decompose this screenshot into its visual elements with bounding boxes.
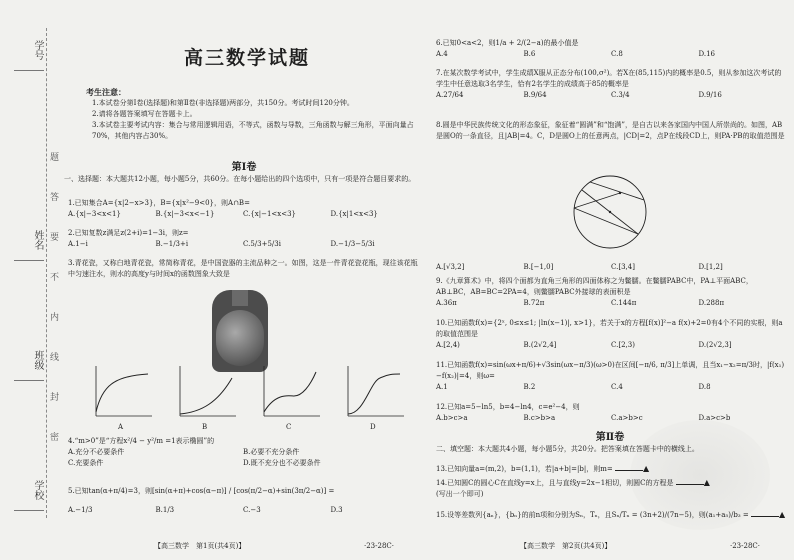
page-2-footer: 【高三数学 第2页(共4页)】: [520, 542, 612, 551]
porcelain-vase-image: [212, 290, 268, 372]
graph-b[interactable]: [172, 362, 240, 424]
seal-line: [46, 28, 47, 518]
option-d[interactable]: D.16: [698, 49, 715, 58]
option-d[interactable]: D.3: [330, 505, 343, 514]
question-stem: 7.在某次数学考试中，学生成绩X服从正态分布(100,σ²)。若X在(85,115)内的概率是0.5，则从参加这次考试的学生中任意选取3名学生，恰有2名学生的成绩高于85的概率是: [436, 69, 782, 88]
graph-b-plot: [172, 362, 240, 424]
graph-a-plot: [88, 362, 156, 424]
notes-list: [92, 98, 432, 141]
option-c[interactable]: C.a>b>c: [611, 413, 643, 422]
option-row: [68, 209, 418, 220]
option-d[interactable]: D.{x|1<x<3}: [330, 209, 378, 218]
option-row: [436, 298, 786, 309]
option-row: [436, 340, 786, 351]
option-a[interactable]: A.充分不必要条件: [68, 447, 125, 456]
option-d[interactable]: D.−1/3−5/3i: [330, 239, 375, 248]
part2-intro: 二、填空题：本大题共4小题，每小题5分，共20分。把答案填在答题卡中的横线上。: [436, 445, 699, 453]
question-13: [436, 462, 786, 475]
option-row: [68, 447, 418, 458]
option-a[interactable]: A.1−i: [68, 239, 88, 248]
option-a[interactable]: A.{x|−3<x<1}: [68, 209, 121, 218]
question-7: [436, 68, 786, 101]
vase-neck: [232, 290, 248, 306]
label-school: 学校: [32, 480, 43, 500]
question-12: [436, 402, 786, 424]
part2-title: 第Ⅱ卷: [595, 432, 625, 443]
option-row: [436, 90, 786, 101]
blank-marker: ▲: [642, 463, 650, 473]
question-stem: 14.已知圆C的圆心C在直线y=x上，且与直线y=2x−1相切，则圆C的方程是: [436, 479, 674, 487]
page-2-code: ·23-28C·: [730, 542, 760, 551]
graph-c-plot: [256, 362, 324, 424]
option-row: [68, 458, 418, 469]
question-15: [436, 508, 786, 521]
part1-title: 第Ⅰ卷: [231, 162, 257, 173]
question-4: [68, 436, 418, 469]
graph-a[interactable]: [88, 362, 156, 424]
question-stem: 11.已知函数f(x)=sin(ωx+π/6)+√3sin(ωx−π/3)(ω>0)在区间[−π/6, π/3]上单调，且当x₁−x₂=π/3时，|f(x₁)−f(x₂)|=4，则ω=: [436, 361, 785, 380]
answer-blank[interactable]: [615, 470, 643, 471]
option-a[interactable]: A.4: [436, 49, 448, 58]
option-b[interactable]: B.6: [523, 49, 536, 58]
question-stem: 2.已知复数z满足z(2+i)=1−3i，则z=: [68, 229, 189, 237]
vase-body: [216, 310, 264, 366]
graph-c-label: C: [286, 423, 292, 431]
fill-line: [14, 380, 44, 381]
option-c[interactable]: C.144π: [611, 298, 637, 307]
option-d[interactable]: D.[1,2]: [698, 263, 723, 271]
option-c[interactable]: C.−3: [243, 505, 261, 514]
question-1: [68, 198, 418, 220]
question-stem: 9.《九章算术》中，将四个面都为直角三角形的四面体称之为鳖臑。在鳖臑PABC中，PA⊥平面ABC，AB⊥BC，AB=BC=2PA=4，则鳖臑PABC外接球的表面积是: [436, 277, 753, 296]
question-stem: 10.已知函数f(x)={2ˣ, 0≤x≤1; |ln(x−1)|, x>1}，若关于x的方程[f(x)]²−a f(x)+2=0有4个不同的实根，则a的取值范围是: [436, 319, 783, 338]
option-b[interactable]: B.c>b>a: [523, 413, 556, 422]
option-a[interactable]: A.27/64: [436, 90, 464, 99]
question-11: [436, 360, 786, 393]
option-c[interactable]: C.[2,3): [611, 340, 635, 349]
option-a[interactable]: A.b>c>a: [436, 413, 468, 422]
seal-char: 密: [50, 433, 60, 443]
note-line: 1.本试卷分第Ⅰ卷(选择题)和第Ⅱ卷(非选择题)两部分，共150分。考试时间120分钟。: [92, 99, 354, 107]
question-stem: 13.已知向量a=(m,2)，b=(1,1)，若|a+b|=|b|，则m=: [436, 465, 613, 473]
option-row: [68, 505, 418, 516]
graph-d-plot: [340, 362, 408, 424]
option-c[interactable]: C.充要条件: [68, 458, 104, 467]
note-line: 2.请将各题答案填写在答题卡上。: [92, 109, 197, 118]
option-b[interactable]: B.(2√2,4]: [523, 340, 557, 349]
option-b[interactable]: B.2: [523, 382, 536, 391]
question-8-options: [436, 262, 786, 273]
seal-char: 线: [50, 353, 60, 363]
seal-char: 封: [50, 393, 60, 403]
page-2: [430, 0, 790, 560]
question-stem: 4.“m>0”是“方程x²/4 − y²/m =1表示椭圆”的: [68, 437, 215, 445]
notes-title: 考生注意：: [86, 87, 126, 97]
blank-marker: ▲: [778, 509, 786, 519]
option-row: [436, 49, 786, 60]
option-c[interactable]: C.{x|−1<x<3}: [243, 209, 296, 218]
option-row: [436, 262, 786, 273]
option-a[interactable]: A.[√3,2]: [436, 263, 465, 271]
label-class: 班级: [32, 350, 43, 370]
graph-b-label: B: [202, 423, 208, 431]
option-a[interactable]: A.36π: [436, 298, 457, 307]
option-d[interactable]: D.既不充分也不必要条件: [243, 458, 321, 467]
question-6: [436, 38, 786, 60]
q3-graph-options: [88, 362, 418, 432]
q8-circle-figure: [560, 164, 660, 260]
part1-intro: 一、选择题：本大题共12小题，每小题5分，共60分。在每小题给出的四个选项中，只有一项是符合题目要求的。: [64, 175, 416, 183]
seal-char: 不: [50, 273, 60, 283]
question-14: [436, 476, 786, 500]
option-row: [436, 382, 786, 393]
seal-char: 答: [50, 193, 60, 203]
question-2: [68, 228, 418, 250]
seal-char: 要: [50, 233, 60, 243]
question-stem: 15.设等差数列{aₙ}，{bₙ}的前n项和分别为Sₙ，Tₙ，且Sₙ/Tₙ = (3n+2)/(7n−5)，则(a₁+a₅)/b₃ =: [436, 511, 749, 519]
question-stem: 12.已知a=5−ln5，b=4−ln4，c=e²−4，则: [436, 403, 580, 411]
question-stem: 6.已知0<a<2，则1/a + 2/(2−a)的最小值是: [436, 39, 579, 47]
graph-d-label: D: [370, 423, 376, 431]
option-c[interactable]: C.[3,4]: [611, 263, 635, 271]
option-d[interactable]: D.(2√2,3]: [698, 340, 732, 349]
answer-blank[interactable]: [751, 516, 779, 517]
option-d[interactable]: D.9/16: [698, 90, 722, 99]
option-a[interactable]: A.−1/3: [68, 505, 93, 514]
circle-diagram: [560, 164, 660, 260]
option-b[interactable]: B.1/3: [155, 505, 175, 514]
option-d[interactable]: D.8: [698, 382, 711, 391]
option-b[interactable]: B.必要不充分条件: [243, 447, 300, 456]
option-b[interactable]: B.−1/3+i: [155, 239, 189, 248]
label-name: 姓名: [32, 230, 43, 250]
graph-a-label: A: [118, 423, 124, 431]
label-student-id: 学号: [32, 40, 43, 60]
question-8-stem: 8.圆是中华民族传统文化的形态象征，象征着“圆满”和“饱满”，是自古以来各家国内中国人所崇尚的。如图，AB是圆O的一条直径，且|AB|=4。C，D是圆O上的任意两点，|CD|=2，点P在线段CD上，则PA·PB的取值范围是: [436, 121, 785, 140]
option-c[interactable]: C.4: [611, 382, 623, 391]
option-a[interactable]: A.1: [436, 382, 448, 391]
fill-line: [14, 510, 44, 511]
question-note: (写出一个即可): [436, 489, 484, 498]
graph-d[interactable]: [340, 362, 408, 424]
page-1-code: ·23-28C·: [364, 542, 394, 551]
option-d[interactable]: D.a>c>b: [698, 413, 731, 422]
option-a[interactable]: A.[2,4): [436, 340, 460, 349]
option-c[interactable]: C.3/4: [611, 90, 630, 99]
page-1: [64, 0, 424, 560]
question-3-stem: 3.青花瓷，又称白地青花瓷，常简称青花，是中国瓷器的主流品种之一。如图，这是一件青花瓷花瓶，现往该花瓶中匀速注水，则水的高度y与时间x的函数图象大致是: [68, 259, 418, 278]
seal-char: 内: [50, 313, 60, 323]
exam-title: 高三数学试题: [184, 47, 311, 69]
fill-line: [14, 70, 44, 71]
question-5: [68, 486, 418, 516]
question-10: [436, 318, 786, 351]
option-row: [68, 239, 418, 250]
answer-blank[interactable]: [676, 484, 704, 485]
option-row: [436, 413, 786, 424]
question-stem: 1.已知集合A={x|2−x>3}，B={x|x²−9<0}，则A∩B=: [68, 199, 250, 207]
question-stem: 5.已知tan(α+π/4)=3，则[sin(α+π)+cos(α−π)] / [cos(π/2−α)+sin(3π/2−α)] =: [68, 487, 335, 495]
option-b[interactable]: B.[−1,0]: [523, 263, 554, 271]
blank-marker: ▲: [703, 477, 710, 487]
seal-char: 题: [50, 153, 60, 163]
fill-line: [14, 260, 44, 261]
question-9: [436, 276, 786, 309]
option-d[interactable]: D.288π: [698, 298, 725, 307]
option-b[interactable]: B.9/64: [523, 90, 547, 99]
graph-c[interactable]: [256, 362, 324, 424]
option-c[interactable]: C.8: [611, 49, 623, 58]
page-1-footer: 【高三数学 第1页(共4页)】: [154, 542, 246, 551]
note-line: 3.本试卷主要考试内容：集合与常用逻辑用语，不等式，函数与导数，三角函数与解三角形，平面向量占70%，其他内容占30%。: [92, 120, 414, 140]
option-b[interactable]: B.72π: [523, 298, 545, 307]
option-c[interactable]: C.5/3+5/3i: [243, 239, 281, 248]
binding-strip: [0, 0, 62, 560]
option-b[interactable]: B.{x|−3<x<−1}: [155, 209, 215, 218]
